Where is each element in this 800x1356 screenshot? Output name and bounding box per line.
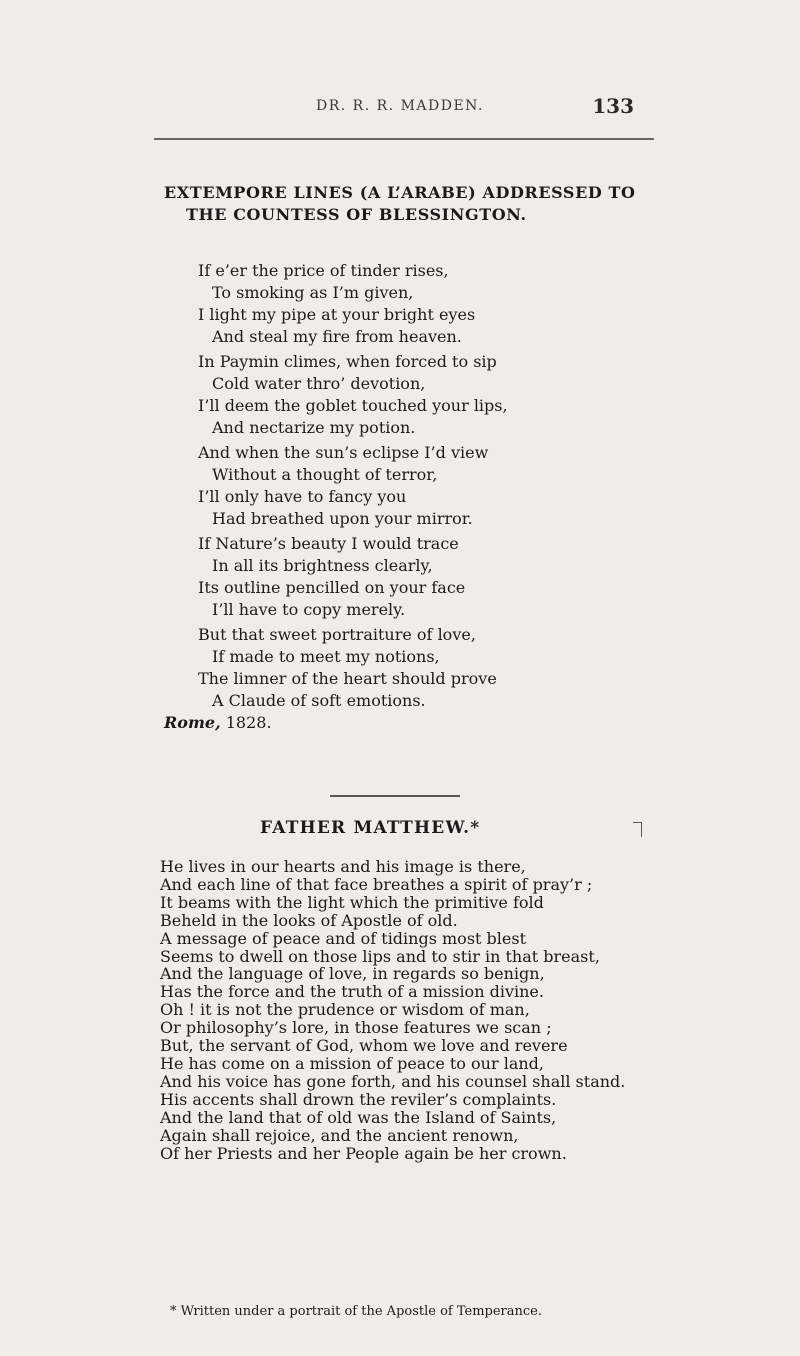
verse-line: It beams with the light which the primitive fold xyxy=(160,892,544,912)
verse-line: Without a thought of terror, xyxy=(212,465,438,484)
verse-line: In all its brightness clearly, xyxy=(212,556,433,575)
verse-line: And the land that of old was the Island of Saints, xyxy=(160,1107,557,1127)
dateline-year: 1828. xyxy=(225,713,272,732)
verse-line: A Claude of soft emotions. xyxy=(212,691,426,710)
verse-line: And steal my fire from heaven. xyxy=(212,327,462,346)
verse-line: But, the servant of God, whom we love and revere xyxy=(160,1036,568,1056)
running-head xyxy=(0,92,800,122)
stanza-4 xyxy=(198,533,465,621)
poem-title-line-1: EXTEMPORE LINES (A L’ARABE) ADDRESSED TO xyxy=(164,183,636,202)
footnote: * Written under a portrait of the Apostle of Temperance. xyxy=(170,1304,543,1319)
verse-line: To smoking as I’m given, xyxy=(212,283,414,302)
dateline-place: Rome, xyxy=(164,713,221,732)
verse-line: And each line of that face breathes a spirit of pray’r ; xyxy=(160,874,593,894)
stanza-3 xyxy=(198,442,488,530)
verse-line: I light my pipe at your bright eyes xyxy=(198,305,476,324)
verse-line: Has the force and the truth of a mission divine. xyxy=(160,982,544,1002)
dateline xyxy=(164,712,272,734)
verse-line: His accents shall drown the reviler’s complaints. xyxy=(160,1089,557,1109)
verse-line: Again shall rejoice, and the ancient renown, xyxy=(160,1125,519,1145)
verse-line: The limner of the heart should prove xyxy=(198,669,497,688)
verse-line: If e’er the price of tinder rises, xyxy=(198,261,449,280)
verse-line: Beheld in the looks of Apostle of old. xyxy=(160,910,458,930)
verse-line: If made to meet my notions, xyxy=(212,647,440,666)
verse-line: A message of peace and of tidings most blest xyxy=(160,928,527,948)
verse-line: Had breathed upon your mirror. xyxy=(212,509,473,528)
poem-title xyxy=(164,182,684,226)
verse-line: And the language of love, in regards so benign, xyxy=(160,964,545,984)
page-number: 133 xyxy=(592,94,634,118)
verse-line: But that sweet portraiture of love, xyxy=(198,625,476,644)
section-divider xyxy=(330,795,460,797)
verse-line: Or philosophy’s lore, in those features we scan ; xyxy=(160,1018,552,1038)
verse-line: He lives in our hearts and his image is there, xyxy=(160,857,526,876)
verse-line: And when the sun’s eclipse I’d view xyxy=(198,443,489,462)
stanza-1 xyxy=(198,260,475,348)
verse-line: And nectarize my potion. xyxy=(212,418,416,437)
verse-line: If Nature’s beauty I would trace xyxy=(198,534,459,553)
header-rule xyxy=(154,138,654,140)
verse-line: In Paymin climes, when forced to sip xyxy=(198,352,497,371)
verse-line: I’ll have to copy merely. xyxy=(212,600,406,619)
verse-line: Seems to dwell on those lips and to stir in that breast, xyxy=(160,946,600,966)
verse-line: Oh ! it is not the prudence or wisdom of man, xyxy=(160,1000,530,1020)
verse-line: I’ll deem the goblet touched your lips, xyxy=(198,396,508,415)
verse-line: Cold water thro’ devotion, xyxy=(212,374,426,393)
verse-line: And his voice has gone forth, and his counsel shall stand. xyxy=(160,1071,626,1091)
verse-line: He has come on a mission of peace to our land, xyxy=(160,1053,544,1073)
verse-line: Of her Priests and her People again be her crown. xyxy=(160,1143,567,1163)
section-title: FATHER MATTHEW.* xyxy=(260,818,481,838)
poem-title-line-2: THE COUNTESS OF BLESSINGTON. xyxy=(186,205,527,224)
stanza-2 xyxy=(198,351,508,439)
running-title: DR. R. R. MADDEN. xyxy=(316,98,484,114)
verse-line: I’ll only have to fancy you xyxy=(198,487,407,506)
corner-mark xyxy=(633,822,642,837)
verse-line: Its outline pencilled on your face xyxy=(198,578,466,597)
poem-body xyxy=(160,858,625,1162)
stanza-5 xyxy=(198,624,497,712)
